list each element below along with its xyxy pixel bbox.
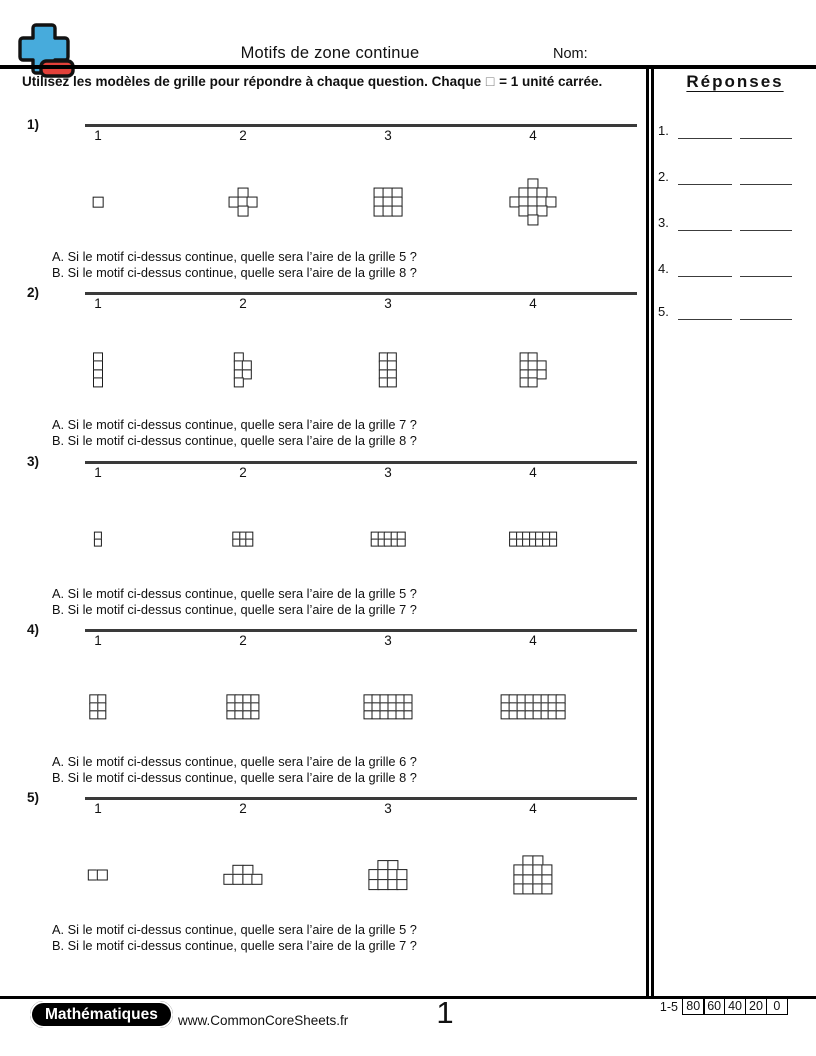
score-cell: 80 [682, 998, 705, 1015]
score-table [682, 998, 788, 1015]
grid-cell [94, 538, 102, 546]
question-b: B. Si le motif ci-dessus continue, quelle sera l’aire de la grille 7 ? [52, 602, 417, 617]
grid-label-3: 3 [384, 128, 392, 143]
grid-label-1: 1 [94, 801, 102, 816]
page-title: Motifs de zone continue [240, 44, 420, 62]
sidebar-divider-outer [646, 65, 649, 997]
answer-blank-a [678, 123, 732, 139]
answer-blank-b [740, 123, 792, 139]
grid-figure-4 [520, 352, 547, 387]
unit-square-icon: □ [485, 73, 495, 89]
answer-blank-b [740, 304, 792, 320]
grid-figure-4 [501, 694, 566, 719]
grid-cell [528, 215, 539, 226]
grid-figure-1 [93, 352, 103, 387]
problem-5 [0, 790, 645, 958]
sidebar-divider-inner [651, 65, 654, 997]
grid-cell [93, 378, 103, 388]
problem-number: 5) [27, 790, 40, 805]
grid-figure-2 [232, 532, 253, 547]
answer-row-1 [656, 123, 812, 141]
grid-cell [549, 538, 557, 546]
grid-cell [397, 879, 408, 890]
question-a: A. Si le motif ci-dessus continue, quelle sera l’aire de la grille 6 ? [52, 754, 417, 769]
problem-2 [0, 285, 645, 453]
grid-figure-3 [364, 694, 413, 719]
problem-3 [0, 454, 645, 622]
grid-label-1: 1 [94, 465, 102, 480]
grid-cell [387, 378, 397, 388]
answer-blank-a [678, 261, 732, 277]
answer-number: 5. [658, 304, 669, 319]
problem-4 [0, 622, 645, 790]
name-label: Nom: [553, 46, 588, 62]
grid-figure-1 [94, 532, 102, 547]
question-b: B. Si le motif ci-dessus continue, quelle sera l’aire de la grille 7 ? [52, 938, 417, 953]
website-link: www.CommonCoreSheets.fr [178, 1013, 349, 1028]
question-b: B. Si le motif ci-dessus continue, quelle sera l’aire de la grille 8 ? [52, 265, 417, 280]
grid-figure-3 [371, 532, 406, 547]
grid-cell [556, 710, 566, 720]
question-b: B. Si le motif ci-dessus continue, quelle sera l’aire de la grille 8 ? [52, 433, 417, 448]
problem-divider [85, 292, 637, 295]
instructions-text-1: Utilisez les modèles de grille pour répondre à chaque question. Chaque [22, 74, 482, 89]
problem-number: 2) [27, 285, 40, 300]
grid-figure-1 [88, 870, 108, 881]
score-cell: 60 [703, 998, 726, 1015]
problem-number: 1) [27, 117, 40, 132]
score-cell: 40 [724, 998, 747, 1015]
answer-blank-a [678, 215, 732, 231]
grid-figure-4 [509, 532, 557, 547]
instructions [22, 73, 642, 91]
grid-figure-3 [379, 352, 397, 387]
question-a: A. Si le motif ci-dessus continue, quelle sera l’aire de la grille 5 ? [52, 922, 417, 937]
question-b: B. Si le motif ci-dessus continue, quelle sera l’aire de la grille 8 ? [52, 770, 417, 785]
answer-row-5 [656, 304, 812, 322]
answer-blank-b [740, 169, 792, 185]
grid-figure-2 [229, 188, 258, 217]
answer-number: 4. [658, 261, 669, 276]
grid-label-1: 1 [94, 128, 102, 143]
grid-cell [234, 378, 244, 388]
grid-label-3: 3 [384, 801, 392, 816]
grid-cell [250, 710, 260, 720]
header-divider [0, 65, 816, 69]
grid-label-4: 4 [529, 296, 537, 311]
brand-badge: Mathématiques [30, 1001, 173, 1028]
question-a: A. Si le motif ci-dessus continue, quelle sera l’aire de la grille 7 ? [52, 417, 417, 432]
grid-figure-4 [509, 178, 556, 225]
answer-row-3 [656, 215, 812, 233]
answer-blank-a [678, 169, 732, 185]
grid-cell [537, 206, 548, 217]
grid-figure-1 [93, 197, 104, 208]
grid-cell [97, 870, 108, 881]
problem-number: 3) [27, 454, 40, 469]
answer-number: 2. [658, 169, 669, 184]
grid-figure-1 [89, 694, 106, 719]
score-range-label: 1-5 [659, 1000, 678, 1014]
answer-row-4 [656, 261, 812, 279]
page-number: 1 [436, 995, 454, 1030]
instructions-text-2: = 1 unité carrée. [499, 74, 603, 89]
grid-figure-3 [374, 188, 403, 217]
answer-number: 1. [658, 123, 669, 138]
grid-label-3: 3 [384, 633, 392, 648]
grid-cell [245, 538, 253, 546]
grid-figure-2 [223, 865, 262, 885]
grid-cell [238, 206, 249, 217]
problem-number: 4) [27, 622, 40, 637]
grid-label-2: 2 [239, 128, 247, 143]
answer-row-2 [656, 169, 812, 187]
question-a: A. Si le motif ci-dessus continue, quelle sera l’aire de la grille 5 ? [52, 586, 417, 601]
grid-cell [542, 884, 553, 895]
problem-divider [85, 461, 637, 464]
grid-label-1: 1 [94, 633, 102, 648]
grid-label-2: 2 [239, 296, 247, 311]
grid-cell [247, 197, 258, 208]
grid-cell [392, 206, 403, 217]
answer-blank-a [678, 304, 732, 320]
problem-1 [0, 117, 645, 285]
grid-label-2: 2 [239, 633, 247, 648]
answers-panel-title: Réponses [686, 72, 784, 91]
problem-divider [85, 124, 637, 127]
commoncoresheets-logo [15, 21, 79, 81]
question-a: A. Si le motif ci-dessus continue, quelle sera l’aire de la grille 5 ? [52, 249, 417, 264]
answer-blank-b [740, 215, 792, 231]
grid-label-4: 4 [529, 128, 537, 143]
grid-label-4: 4 [529, 633, 537, 648]
grid-cell [397, 538, 405, 546]
grid-cell [403, 710, 413, 720]
grid-label-3: 3 [384, 465, 392, 480]
grid-cell [546, 197, 557, 208]
problem-divider [85, 797, 637, 800]
grid-figure-2 [226, 694, 259, 719]
score-cell: 0 [766, 998, 789, 1015]
grid-cell [528, 378, 538, 388]
grid-label-2: 2 [239, 801, 247, 816]
grid-label-3: 3 [384, 296, 392, 311]
answer-blank-b [740, 261, 792, 277]
grid-cell [97, 710, 107, 720]
grid-label-4: 4 [529, 801, 537, 816]
grid-figure-4 [513, 855, 552, 894]
grid-figure-2 [234, 352, 252, 387]
problem-divider [85, 629, 637, 632]
grid-cell [93, 197, 104, 208]
grid-cell [252, 874, 263, 885]
grid-figure-3 [368, 860, 407, 890]
grid-label-4: 4 [529, 465, 537, 480]
answer-number: 3. [658, 215, 669, 230]
score-cell: 20 [745, 998, 768, 1015]
grid-label-2: 2 [239, 465, 247, 480]
grid-label-1: 1 [94, 296, 102, 311]
